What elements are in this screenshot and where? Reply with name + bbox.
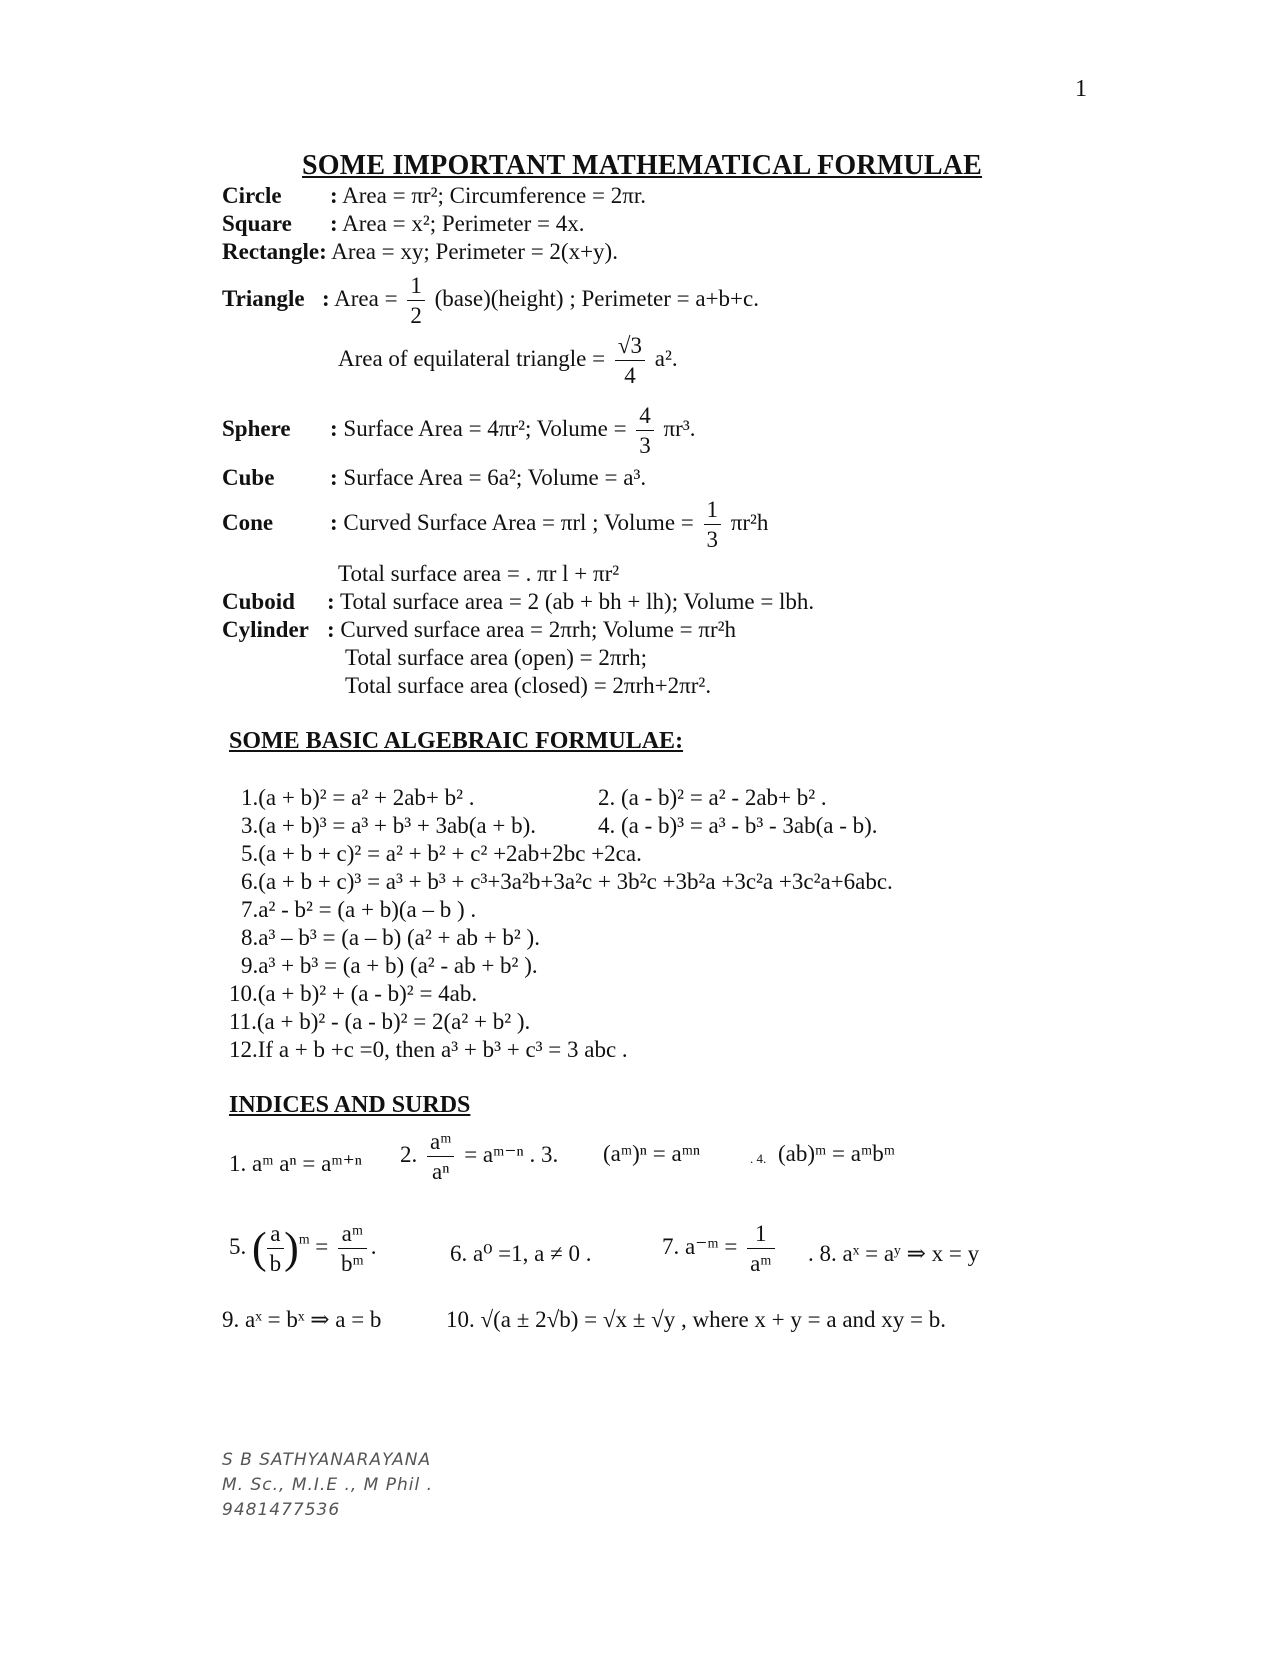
index-law-5: 5. ( $\frac{a}{b}$ )$^m$ = $\frac{\text{aᵐ}}{\text{bᵐ}}$ . (229, 1221, 377, 1276)
algebra-formula-7: 7.a² - b² = (a + b)(a – b ) . (241, 897, 477, 922)
formula-triangle: Triangle : Area = $\frac{1}{2}$ (base)(height) ; Perimeter = a+b+c. (222, 273, 759, 328)
formula-cube: Cube : Surface Area = 6a²; Volume = a³. (222, 465, 647, 490)
algebra-formula-10: 10.(a + b)² + (a - b)² = 4ab. (229, 981, 478, 1006)
index-law-4-label: . 4. (750, 1151, 767, 1166)
algebra-formula-2: 2. (a - b)² = a² - 2ab+ b² . (598, 785, 827, 810)
formula-equilateral: Area of equilateral triangle = $\frac{√3}{4}$ a². (338, 333, 678, 388)
index-law-1: 1. aᵐ aⁿ = aᵐ⁺ⁿ (229, 1151, 362, 1176)
fraction-one-half: $\frac{1}{2}$ (407, 274, 425, 327)
formula-rectangle: Rectangle: Area = xy; Perimeter = 2(x+y). (222, 239, 618, 264)
algebra-formula-11: 11.(a + b)² - (a - b)² = 2(a² + b² ). (229, 1009, 531, 1034)
section-heading-indices: INDICES AND SURDS (229, 1092, 471, 1118)
formula-cylinder: Cylinder : Curved surface area = 2πrh; Volume = πr²h (222, 617, 737, 642)
section-heading-algebra: SOME BASIC ALGEBRAIC FORMULAE: (229, 728, 684, 754)
algebra-formula-12: 12.If a + b +c =0, then a³ + b³ + c³ = 3 abc . (229, 1037, 628, 1062)
formula-square: Square : Area = x²; Perimeter = 4x. (222, 211, 585, 236)
formula-cuboid: Cuboid : Total surface area = 2 (ab + bh + lh); Volume = lbh. (222, 589, 815, 614)
index-law-2: 2. $\frac{\text{aᵐ}}{\text{aⁿ}}$ = aᵐ⁻ⁿ . 3. (400, 1129, 559, 1184)
algebra-formula-3: 3.(a + b)³ = a³ + b³ + 3ab(a + b). (241, 813, 537, 838)
algebra-formula-4: 4. (a - b)³ = a³ - b³ - 3ab(a - b). (598, 813, 878, 838)
index-law-3: (aᵐ)ⁿ = aᵐⁿ (603, 1141, 701, 1166)
signature-phone: 9481477536 (222, 1500, 341, 1520)
algebra-formula-1: 1.(a + b)² = a² + 2ab+ b² . (241, 785, 475, 810)
page-number: 1 (1075, 76, 1087, 102)
algebra-formula-8: 8.a³ – b³ = (a – b) (a² + ab + b² ). (241, 925, 540, 950)
formula-cylinder-closed: Total surface area (closed) = 2πrh+2πr². (345, 673, 712, 698)
fraction-root3-over-4: $\frac{√3}{4}$ (615, 334, 645, 387)
fraction-am-over-an: $\frac{\text{aᵐ}}{\text{aⁿ}}$ (427, 1130, 454, 1183)
formula-cone: Cone : Curved Surface Area = πrl ; Volume = $\frac{1}{3}$ πr²h (222, 497, 769, 552)
fraction-am-over-bm: $\frac{\text{aᵐ}}{\text{bᵐ}}$ (338, 1222, 367, 1275)
formula-sphere: Sphere : Surface Area = 4πr²; Volume = $\frac{4}{3}$ πr³. (222, 403, 696, 458)
index-law-8: . 8. aˣ = aʸ ⇒ x = y (808, 1241, 980, 1266)
index-law-7: 7. a⁻ᵐ = $\frac{1}{\text{aᵐ}}$ (662, 1222, 779, 1275)
algebra-formula-5: 5.(a + b + c)² = a² + b² + c² +2ab+2bc +2ca. (241, 841, 642, 866)
surd-law-10: 10. √(a ± 2√b) = √x ± √y , where x + y = a and xy = b. (446, 1307, 947, 1332)
index-law-6: 6. a⁰ =1, a ≠ 0 . (450, 1241, 592, 1266)
page-title: SOME IMPORTANT MATHEMATICAL FORMULAE (302, 150, 983, 181)
fraction-1-over-am: $\frac{1}{\text{aᵐ}}$ (747, 1222, 774, 1275)
index-law-4: (ab)ᵐ = aᵐbᵐ (778, 1141, 895, 1166)
formula-cone-total: Total surface area = . πr l + πr² (338, 561, 620, 586)
signature-degrees: M. Sc., M.I.E ., M Phil . (222, 1475, 434, 1495)
index-law-9: 9. aˣ = bˣ ⇒ a = b (222, 1307, 382, 1332)
fraction-a-over-b: $\frac{a}{b}$ (267, 1222, 285, 1275)
formula-circle: Circle : Area = πr²; Circumference = 2πr. (222, 183, 646, 208)
fraction-four-thirds: $\frac{4}{3}$ (636, 404, 654, 457)
formula-cylinder-open: Total surface area (open) = 2πrh; (345, 645, 648, 670)
fraction-one-third: $\frac{1}{3}$ (704, 498, 722, 551)
signature-name: S B SATHYANARAYANA (222, 1450, 432, 1470)
algebra-formula-9: 9.a³ + b³ = (a + b) (a² - ab + b² ). (241, 953, 538, 978)
algebra-formula-6: 6.(a + b + c)³ = a³ + b³ + c³+3a²b+3a²c + 3b²c +3b²a +3c²a +3c²a+6abc. (241, 869, 893, 894)
